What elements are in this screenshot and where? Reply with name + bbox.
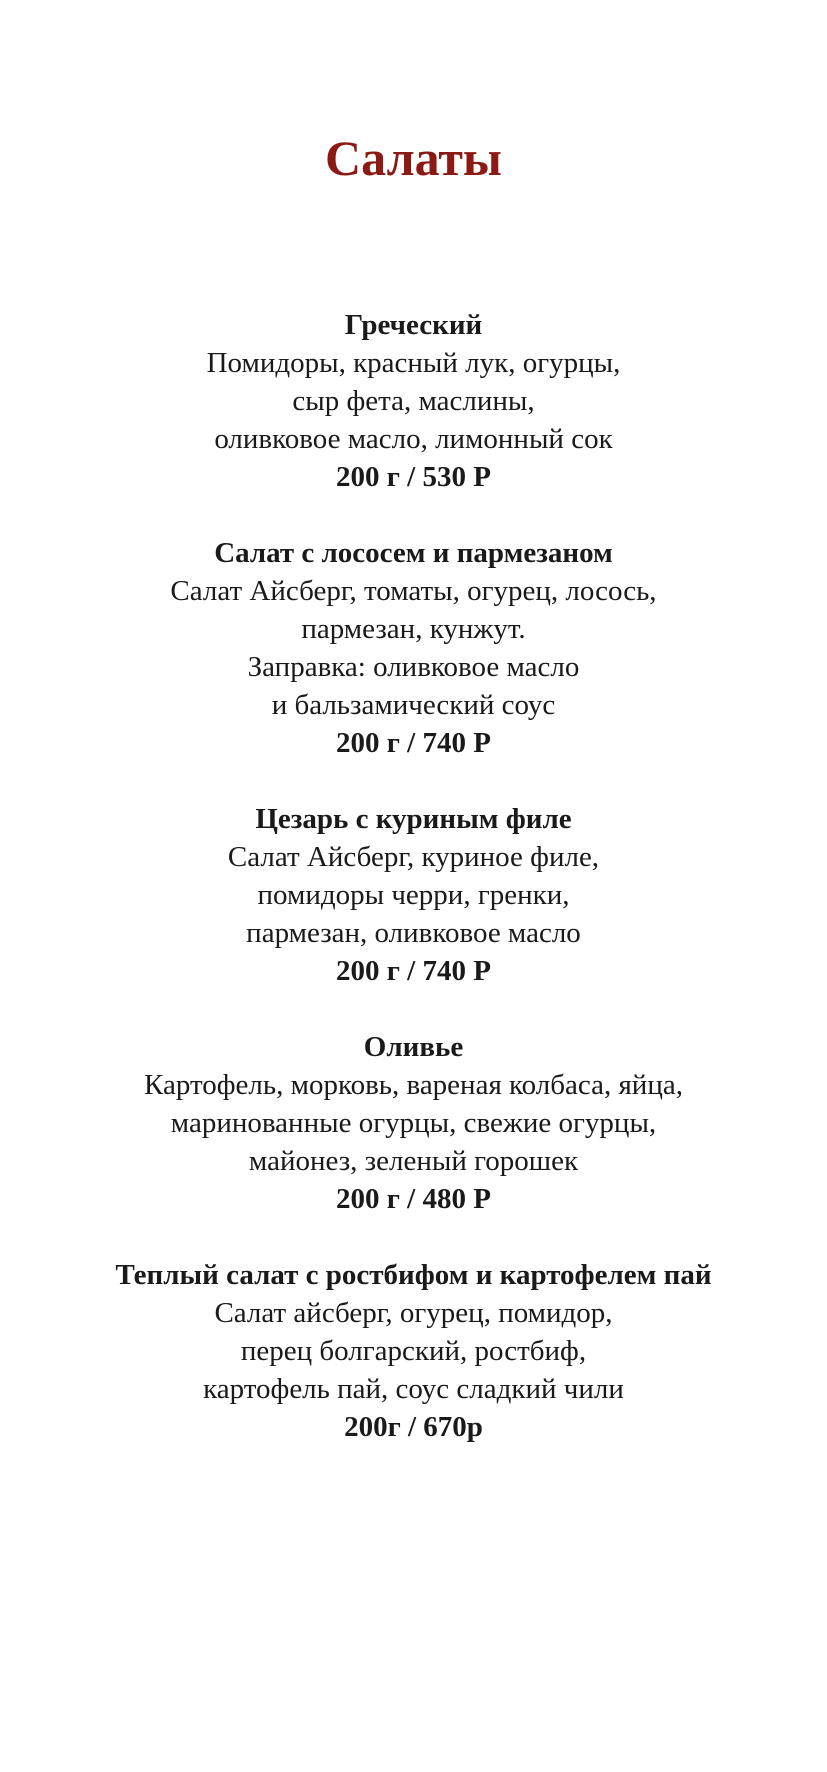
item-price: 200 г / 480 Р — [336, 1183, 491, 1215]
item-description-line: Салат Айсберг, куриное филе, — [227, 841, 600, 873]
menu-item — [0, 306, 827, 496]
item-name: Оливье — [363, 1031, 464, 1063]
item-description-line: Салат айсберг, огурец, помидор, — [214, 1297, 613, 1329]
item-price: 200 г / 740 Р — [336, 955, 491, 987]
item-description-line: пармезан, кунжут. — [301, 613, 526, 645]
item-description-line: Помидоры, красный лук, огурцы, — [206, 347, 621, 379]
item-price: 200 г / 740 Р — [336, 727, 491, 759]
item-description-line: картофель пай, соус сладкий чили — [203, 1373, 624, 1405]
item-name: Цезарь с куриным филе — [255, 803, 572, 835]
item-price: 200г / 670р — [344, 1411, 483, 1443]
menu-item — [0, 534, 827, 762]
item-description-line: Заправка: оливковое масло — [247, 651, 580, 683]
item-description-line: Картофель, морковь, вареная колбаса, яйца, — [144, 1069, 683, 1101]
item-description-line: и бальзамический соус — [271, 689, 556, 721]
item-description-line: сыр фета, маслины, — [292, 385, 535, 417]
menu-item — [0, 1028, 827, 1218]
item-description-line: майонез, зеленый горошек — [248, 1145, 579, 1177]
item-description-line: Салат Айсберг, томаты, огурец, лосось, — [170, 575, 657, 607]
item-description-line: оливковое масло, лимонный сок — [214, 423, 613, 455]
item-name: Греческий — [344, 309, 483, 341]
item-description-line: пармезан, оливковое масло — [246, 917, 581, 949]
item-name: Теплый салат с ростбифом и картофелем пай — [115, 1259, 712, 1291]
menu-item — [0, 1256, 827, 1446]
menu-item — [0, 800, 827, 990]
item-description-line: перец болгарский, ростбиф, — [240, 1335, 587, 1367]
item-price: 200 г / 530 Р — [336, 461, 491, 493]
menu-items-list — [0, 306, 827, 1484]
item-description-line: маринованные огурцы, свежие огурцы, — [170, 1107, 657, 1139]
item-name: Салат с лососем и пармезаном — [214, 537, 613, 569]
item-description-line: помидоры черри, гренки, — [257, 879, 570, 911]
page-title: Салаты — [325, 130, 502, 186]
